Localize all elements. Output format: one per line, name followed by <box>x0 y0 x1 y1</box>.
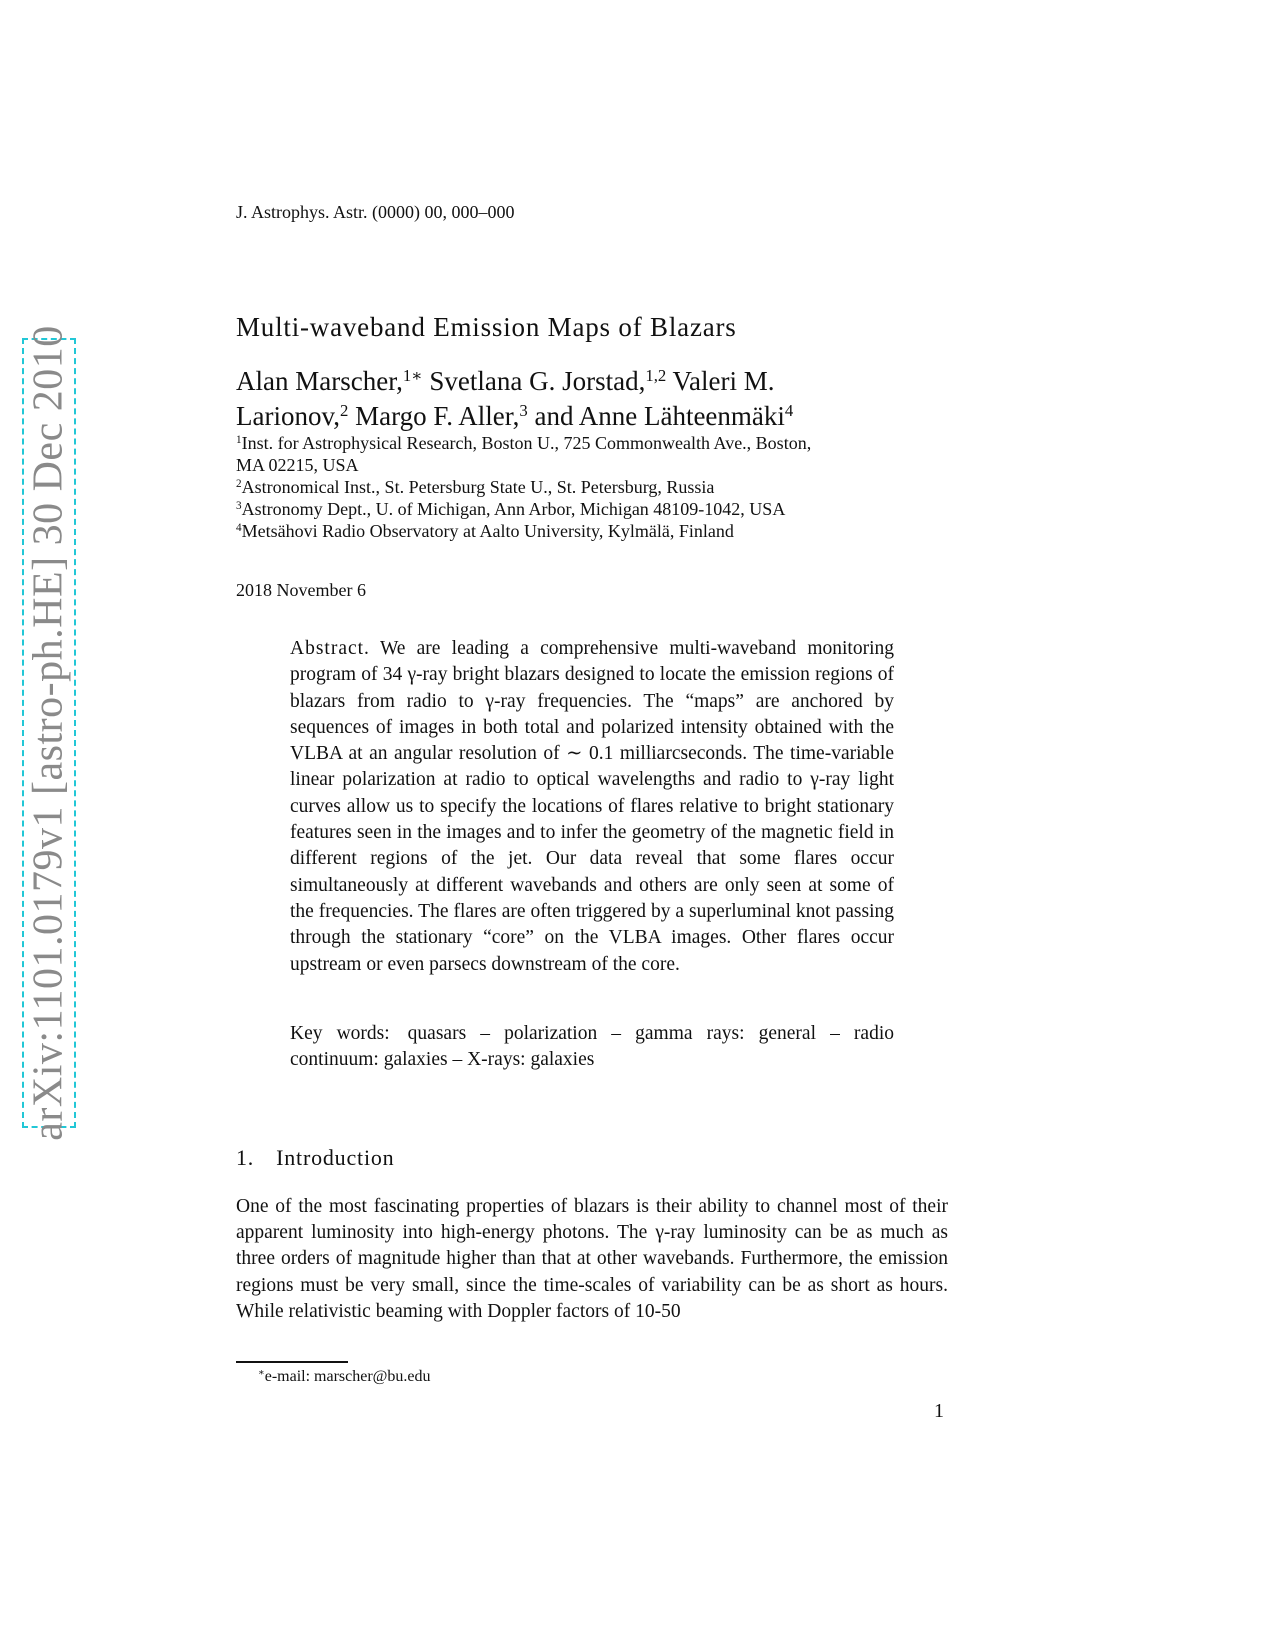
footnote-email[interactable]: e-mail: marscher@bu.edu <box>264 1368 431 1385</box>
abstract-label: Abstract. <box>290 638 370 659</box>
affiliation-number: 1 <box>236 433 242 446</box>
section-heading <box>236 1145 394 1171</box>
keywords-label: Key words: <box>290 1023 390 1044</box>
footnote <box>258 1368 431 1386</box>
affiliation-text: Astronomical Inst., St. Petersburg State U., St. Petersburg, Russia <box>241 477 715 497</box>
affiliation-text: Metsähovi Radio Observatory at Aalto University, Kylmälä, Finland <box>241 521 734 541</box>
author: Larionov, <box>236 401 340 431</box>
author-list <box>236 364 956 434</box>
affiliation-text: MA 02215, USA <box>236 455 359 475</box>
author-line-2 <box>236 399 956 434</box>
author: and Anne Lähteenmäki <box>527 401 785 431</box>
author-affil-mark: 1∗ <box>402 365 423 385</box>
paper-title: Multi-waveband Emission Maps of Blazars <box>236 312 737 342</box>
author: Svetlana G. Jorstad, <box>422 366 646 396</box>
author: Alan Marscher, <box>236 366 403 396</box>
author: Valeri M. <box>666 366 775 396</box>
affiliations <box>236 432 916 542</box>
author: Margo F. Aller, <box>348 401 520 431</box>
section-title: Introduction <box>276 1145 395 1170</box>
section-number: 1. <box>236 1145 255 1170</box>
journal-reference: J. Astrophys. Astr. (0000) 00, 000–000 <box>236 202 515 222</box>
keywords-text: quasars – polarization – gamma rays: general – radio continuum: galaxies – X-rays: galaxies <box>290 1023 894 1071</box>
affiliation-4 <box>236 520 916 542</box>
author-line-1 <box>236 364 956 399</box>
author-affil-mark: 3 <box>519 400 528 420</box>
footnote-mark: ∗ <box>258 1367 265 1379</box>
affiliation-number: 2 <box>236 477 242 490</box>
affiliation-2 <box>236 476 916 498</box>
abstract-text: We are leading a comprehensive multi-waveband monitoring program of 34 γ-ray bright blazars designed to locate the emission regions of blazars from radio to γ-ray frequencies. The “maps” are anchored by sequences of images in both total and polarized intensity obtained with the VLBA at an angular resolution of ∼ 0.1 milliarcseconds. The time-variable linear polarization at radio to optical wavelengths and radio to γ-ray light curves allow us to specify the locations of flares relative to bright stationary features seen in the images and to infer the geometry of the magnetic field in different regions of the jet. Our data reveal that some flares occur simultaneously at different wavebands and others are only seen at some of the frequencies. The flares are often triggered by a superluminal knot passing through the stationary “core” on the VLBA images. Other flares occur upstream or even parsecs downstream of the core. <box>290 638 894 975</box>
affiliation-number: 3 <box>236 499 242 512</box>
arxiv-stamp[interactable] <box>22 325 76 1141</box>
footnote-rule <box>236 1361 348 1363</box>
affiliation-1 <box>236 432 916 454</box>
intro-paragraph: One of the most fascinating properties of blazars is their ability to channel most of their apparent luminosity into high-energy photons. The γ-ray luminosity can be as much as three orders of magnitude higher than that at other wavebands. Furthermore, the emission regions must be very small, since the time-scales of variability can be as short as hours. While relativistic beaming with Doppler factors of 10-50 <box>236 1196 948 1322</box>
affiliation-number: 4 <box>236 521 242 534</box>
author-affil-mark: 2 <box>339 400 349 420</box>
affiliation-text: Astronomy Dept., U. of Michigan, Ann Arbor, Michigan 48109-1042, USA <box>241 499 786 519</box>
author-affil-mark: 4 <box>784 400 794 420</box>
author-affil-mark: 1,2 <box>645 365 667 385</box>
affiliation-text: Inst. for Astrophysical Research, Boston U., 725 Commonwealth Ave., Boston, <box>241 433 812 453</box>
abstract <box>290 636 894 978</box>
affiliation-1-cont <box>236 454 916 476</box>
keywords <box>290 1021 894 1074</box>
arxiv-stamp-text: arXiv:1101.0179v1 [astro-ph.HE] 30 Dec 2010 <box>26 325 73 1141</box>
page-number: 1 <box>934 1400 944 1422</box>
affiliation-3 <box>236 498 916 520</box>
paper-date: 2018 November 6 <box>236 580 366 600</box>
